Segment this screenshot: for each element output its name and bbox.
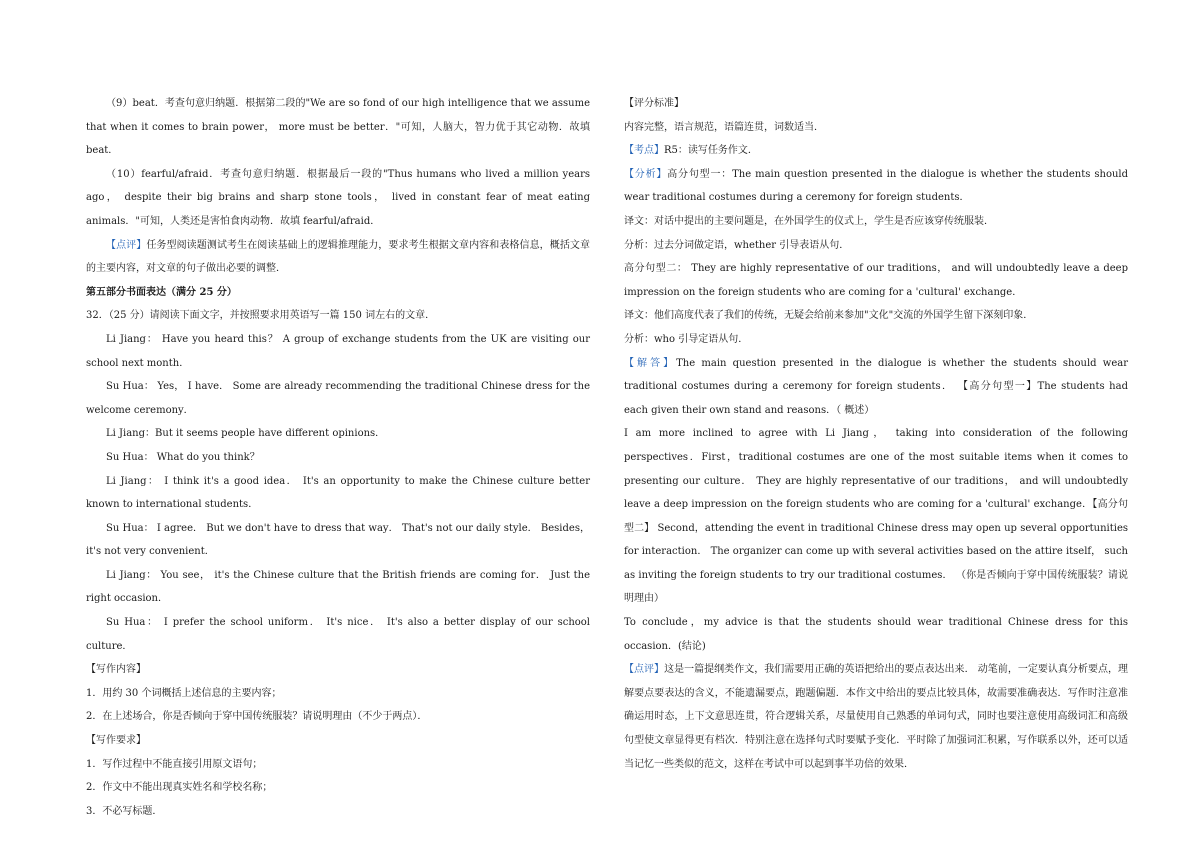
dialogue-line: Li Jiang：But it seems people have different opinions． xyxy=(106,428,386,440)
writing-requirements-heading: 【写作要求】 xyxy=(86,735,146,747)
writing-requirement-item: 2．作文中不能出现真实姓名和学校名称； xyxy=(86,782,273,794)
comment-paragraph-right xyxy=(624,658,1128,776)
comment-tag: 【点评】 xyxy=(106,239,147,251)
writing-content-heading: 【写作内容】 xyxy=(86,664,146,676)
point-tag: 【考点】 xyxy=(624,145,664,157)
comment-paragraph xyxy=(86,234,590,281)
dialogue-line: Su Hua： I prefer the school uniform． It's nice． It's also a better display of our school culture． xyxy=(86,617,590,652)
writing-requirement-item: 1．写作过程中不能直接引用原文语句； xyxy=(86,758,263,770)
answer-tag: 【解答】 xyxy=(624,357,677,369)
answer-10: （10）fearful/afraid．考查句意归纳题．根据最后一段的"Thus humans who lived a million years ago， despite their big brains and sharp stone tools， lived in constant fear of meat eating animals．"可知，人类还是害怕食肉动物．故填 fearful/afraid． xyxy=(86,168,590,227)
criteria-text: 内容完整，语言规范，语篇连贯，词数适当． xyxy=(624,121,824,133)
answer-paragraph-1 xyxy=(624,352,1128,423)
comment-tag-right: 【点评】 xyxy=(624,664,665,676)
point-paragraph xyxy=(624,139,1128,163)
analysis-paragraph xyxy=(624,163,1128,210)
grammar-note-1: 分析：过去分词做定语，whether 引导表语从句． xyxy=(624,239,850,251)
grammar-note-2: 分析：who 引导定语从句． xyxy=(624,333,749,345)
analysis-sentence-2: 高分句型二： They are highly representative of our traditions， and will undoubtedly leave a deep impression on the foreign students who are coming for a 'cultural' exchange． xyxy=(624,263,1128,298)
dialogue-line: Li Jiang： I think it's a good idea． It's an opportunity to make the Chinese culture better known to international students． xyxy=(86,475,590,511)
dialogue-line: Su Hua： Yes， I have． Some are already recommending the traditional Chinese dress for the welcome ceremony． xyxy=(86,381,590,416)
writing-content-item: 1．用约 30 个词概括上述信息的主要内容； xyxy=(86,687,282,699)
left-column xyxy=(86,92,590,823)
dialogue-line: Su Hua： What do you think？ xyxy=(106,451,260,463)
dialogue-line: Su Hua： I agree． But we don't have to dress that way． That's not our daily style． Besides， it's not very convenient． xyxy=(86,522,590,558)
writing-content-item: 2．在上述场合，你是否倾向于穿中国传统服装？请说明理由（不少于两点）． xyxy=(86,711,428,723)
point-text: R5：读写任务作文． xyxy=(664,145,758,157)
analysis-sentence-1: 高分句型一：The main question presented in the dialogue is whether the students should wear traditional costumes during a ceremony for foreign students． xyxy=(624,168,1129,204)
writing-requirement-item: 3．不必写标题． xyxy=(86,805,163,817)
analysis-tag: 【分析】 xyxy=(624,168,668,180)
right-column xyxy=(624,92,1128,776)
comment-text: 任务型阅读题测试考生在阅读基础上的逻辑推理能力，要求考生根据文章内容和表格信息，概括文章的主要内容，对文章的句子做出必要的调整． xyxy=(86,239,591,275)
answer-text-1: The main question presented in the dialogue is whether the students should wear traditional costumes during a ceremony for foreign students． 【高分句型一】The students had each given their own stand and reasons．（ 概述） xyxy=(624,357,1128,416)
question-32: 32．（25 分）请阅读下面文字，并按照要求用英语写一篇 150 词左右的文章． xyxy=(86,310,436,322)
dialogue-line: Li Jiang： You see， it's the Chinese culture that the British friends are coming for． Just the right occasion． xyxy=(86,569,590,605)
dialogue-line: Li Jiang： Have you heard this？ A group of exchange students from the UK are visiting our school next month． xyxy=(86,333,590,369)
answer-paragraph-3: To conclude，my advice is that the students should wear traditional Chinese dress for this occasion．(结论) xyxy=(624,617,1128,652)
section-title: 第五部分书面表达（满分 25 分） xyxy=(86,286,237,298)
translation-2: 译文：他们高度代表了我们的传统，无疑会给前来参加"文化"交流的外国学生留下深刻印象． xyxy=(624,310,1034,322)
comment-text-right: 这是一篇提纲类作文，我们需要用正确的英语把给出的要点表达出来． 动笔前，一定要认真分析要点，理解要点要表达的含义，不能遗漏要点，跑题偏题．本作文中给出的要点比较具体，故需要准确表达．写作时注意准确运用时态，上下文意思连贯，符合逻辑关系，尽量使用自己熟悉的单词句式，同时也要注意使用高级词汇和高级句型使文章显得更有档次．特别注意在选择句式时要赋予变化．平时除了加强词汇积累，写作联系以外，还可以适当记忆一些类似的范文，这样在考试中可以起到事半功倍的效果． xyxy=(624,664,1129,770)
translation-1: 译文：对话中提出的主要问题是，在外国学生的仪式上，学生是否应该穿传统服装． xyxy=(624,215,994,227)
criteria-heading: 【评分标准】 xyxy=(624,98,684,109)
answer-paragraph-2: I am more inclined to agree with Li Jiang， taking into consideration of the following perspectives．First，traditional costumes are one of the most suitable items when it comes to presenting our culture． They are highly representative of our traditions， and will undoubtedly leave a deep impression on the foreign students who are coming for a 'cultural' exchange．【高分句型二】 Second，attending the event in traditional Chinese dress may open up several opportunities for interaction． The organizer can come up with several activities based on the attire itself， such as inviting the foreign students to try our traditional costumes． （你是否倾向于穿中国传统服装？请说明理由） xyxy=(624,428,1128,605)
answer-9: （9）beat．考查句意归纳题．根据第二段的"We are so fond of our high intelligence that we assume that when it comes to brain power， more must be better．"可知，人脑大，智力优于其它动物．故填 beat． xyxy=(86,98,590,157)
